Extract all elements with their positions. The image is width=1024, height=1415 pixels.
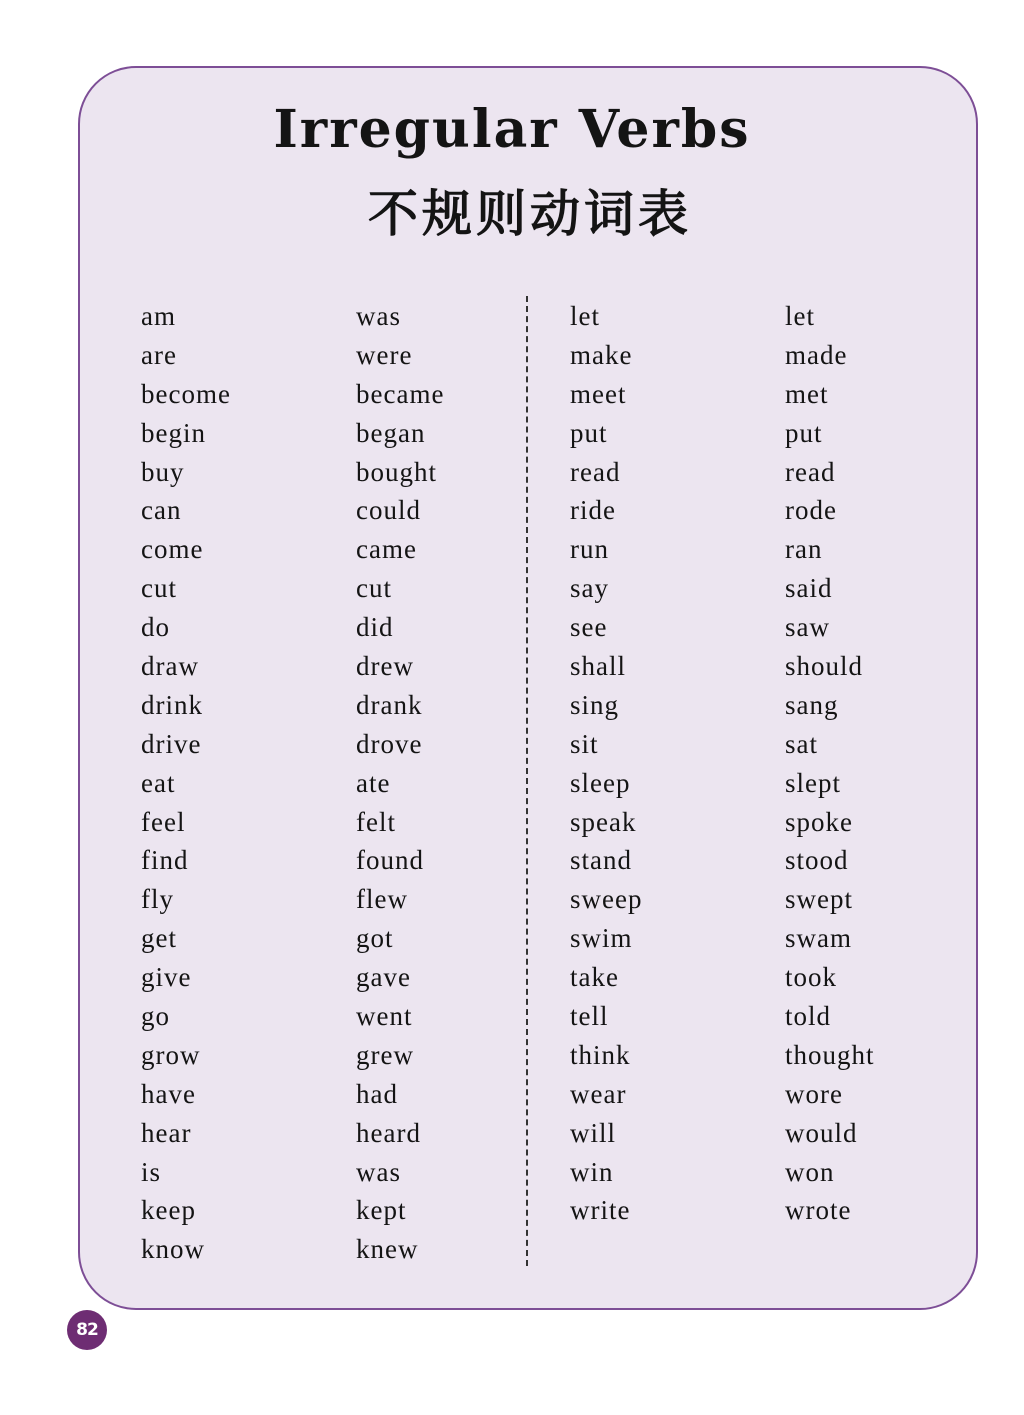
verb-row xyxy=(570,297,950,336)
base-form: begin xyxy=(141,417,206,448)
past-form: ran xyxy=(785,534,823,565)
base-form: read xyxy=(570,456,621,487)
past-form: took xyxy=(785,962,838,993)
past-form: found xyxy=(356,845,424,876)
base-form: find xyxy=(141,845,189,876)
verb-row xyxy=(141,1191,521,1230)
past-form: won xyxy=(785,1156,835,1187)
base-form: know xyxy=(141,1234,205,1265)
base-form: swim xyxy=(570,923,633,954)
past-form: wore xyxy=(785,1078,843,1109)
base-form: drink xyxy=(141,689,203,720)
base-form: say xyxy=(570,573,609,604)
verb-row xyxy=(570,1191,950,1230)
base-form: draw xyxy=(141,651,199,682)
verb-row xyxy=(570,375,950,414)
past-form: went xyxy=(356,1001,413,1032)
base-form: ride xyxy=(570,495,616,526)
verb-row xyxy=(570,414,950,453)
past-form: drove xyxy=(356,728,423,759)
verb-row xyxy=(141,491,521,530)
past-form: got xyxy=(356,923,394,954)
past-form: said xyxy=(785,573,833,604)
past-form: let xyxy=(785,301,815,331)
past-form: heard xyxy=(356,1117,421,1148)
past-form: spoke xyxy=(785,806,853,837)
verb-row xyxy=(570,647,950,686)
verb-row xyxy=(570,725,950,764)
base-form: see xyxy=(570,612,608,643)
base-form: wear xyxy=(570,1078,627,1109)
base-form: stand xyxy=(570,845,632,876)
page-title: Irregular Verbs xyxy=(273,99,751,160)
base-form: make xyxy=(570,339,633,370)
past-form: met xyxy=(785,378,829,409)
past-form: swept xyxy=(785,884,853,915)
verb-row xyxy=(570,1036,950,1075)
verb-row xyxy=(141,841,521,880)
verb-row xyxy=(570,997,950,1036)
base-form: tell xyxy=(570,1001,609,1032)
verb-row xyxy=(141,647,521,686)
past-form: read xyxy=(785,456,836,487)
verb-row xyxy=(570,958,950,997)
verb-row xyxy=(141,880,521,919)
verb-list-right xyxy=(570,297,950,1230)
past-form: flew xyxy=(356,884,408,915)
verb-row xyxy=(141,375,521,414)
base-form: am xyxy=(141,301,176,331)
past-form: cut xyxy=(356,573,392,604)
base-form: keep xyxy=(141,1195,196,1226)
past-form: drew xyxy=(356,651,414,682)
base-form: sit xyxy=(570,728,599,759)
past-form: knew xyxy=(356,1234,419,1265)
base-form: buy xyxy=(141,456,185,487)
base-form: win xyxy=(570,1156,614,1187)
page-number-badge: 82 xyxy=(67,1310,107,1350)
base-form: write xyxy=(570,1195,631,1226)
past-form: began xyxy=(356,417,426,448)
verb-row xyxy=(141,725,521,764)
base-form: speak xyxy=(570,806,637,837)
base-form: drive xyxy=(141,728,202,759)
verb-row xyxy=(570,841,950,880)
verb-row xyxy=(570,569,950,608)
base-form: can xyxy=(141,495,182,526)
past-form: came xyxy=(356,534,417,565)
base-form: think xyxy=(570,1039,631,1070)
past-form: stood xyxy=(785,845,849,876)
past-form: felt xyxy=(356,806,396,837)
verb-row xyxy=(570,336,950,375)
base-form: feel xyxy=(141,806,186,837)
past-form: kept xyxy=(356,1195,407,1226)
base-form: sweep xyxy=(570,884,643,915)
verb-row xyxy=(570,491,950,530)
column-divider xyxy=(526,296,528,1266)
base-form: come xyxy=(141,534,204,565)
base-form: are xyxy=(141,339,177,370)
verb-row xyxy=(570,1153,950,1192)
verb-row xyxy=(570,880,950,919)
base-form: sleep xyxy=(570,767,631,798)
past-form: gave xyxy=(356,962,411,993)
past-form: wrote xyxy=(785,1195,852,1226)
base-form: put xyxy=(570,417,608,448)
base-form: go xyxy=(141,1001,170,1032)
past-form: made xyxy=(785,339,848,370)
verb-row xyxy=(141,1230,521,1269)
verb-row xyxy=(141,686,521,725)
base-form: shall xyxy=(570,651,626,682)
past-form: grew xyxy=(356,1039,414,1070)
past-form: swam xyxy=(785,923,852,954)
verb-row xyxy=(141,803,521,842)
base-form: will xyxy=(570,1117,617,1148)
verb-row xyxy=(141,997,521,1036)
verb-row xyxy=(141,1153,521,1192)
past-form: ate xyxy=(356,767,391,798)
verb-row xyxy=(141,530,521,569)
past-form: would xyxy=(785,1117,858,1148)
verb-row xyxy=(141,1075,521,1114)
past-form: put xyxy=(785,417,823,448)
past-form: thought xyxy=(785,1039,875,1070)
verb-row xyxy=(141,414,521,453)
base-form: eat xyxy=(141,767,176,798)
past-form: saw xyxy=(785,612,830,643)
base-form: let xyxy=(570,301,600,331)
verb-row xyxy=(141,297,521,336)
past-form: had xyxy=(356,1078,398,1109)
verb-row xyxy=(141,608,521,647)
base-form: become xyxy=(141,378,231,409)
past-form: should xyxy=(785,651,864,682)
verb-row xyxy=(141,919,521,958)
past-form: sang xyxy=(785,689,839,720)
base-form: get xyxy=(141,923,177,954)
past-form: slept xyxy=(785,767,841,798)
verb-row xyxy=(141,1036,521,1075)
base-form: give xyxy=(141,962,192,993)
base-form: is xyxy=(141,1156,162,1187)
past-form: became xyxy=(356,378,445,409)
past-form: bought xyxy=(356,456,438,487)
verb-row xyxy=(570,764,950,803)
past-form: did xyxy=(356,612,394,643)
past-form: told xyxy=(785,1001,832,1032)
base-form: do xyxy=(141,612,170,643)
verb-row xyxy=(570,453,950,492)
page-subtitle: 不规则动词表 xyxy=(368,185,692,243)
verb-row xyxy=(141,453,521,492)
verb-row xyxy=(570,803,950,842)
verb-row xyxy=(141,336,521,375)
verb-row xyxy=(570,919,950,958)
base-form: grow xyxy=(141,1039,201,1070)
base-form: cut xyxy=(141,573,177,604)
base-form: have xyxy=(141,1078,196,1109)
past-form: were xyxy=(356,339,413,370)
verb-row xyxy=(141,764,521,803)
verb-row xyxy=(570,530,950,569)
verb-row xyxy=(570,1114,950,1153)
base-form: sing xyxy=(570,689,620,720)
past-form: rode xyxy=(785,495,837,526)
past-form: was xyxy=(356,301,401,331)
verb-row xyxy=(570,1075,950,1114)
past-form: was xyxy=(356,1156,401,1187)
past-form: could xyxy=(356,495,421,526)
verb-row xyxy=(141,569,521,608)
base-form: fly xyxy=(141,884,174,915)
verb-row xyxy=(570,608,950,647)
base-form: run xyxy=(570,534,609,565)
verb-list-left xyxy=(141,297,521,1269)
base-form: take xyxy=(570,962,619,993)
verb-row xyxy=(141,958,521,997)
verb-row xyxy=(141,1114,521,1153)
past-form: sat xyxy=(785,728,818,759)
verb-row xyxy=(570,686,950,725)
base-form: meet xyxy=(570,378,627,409)
past-form: drank xyxy=(356,689,423,720)
base-form: hear xyxy=(141,1117,192,1148)
